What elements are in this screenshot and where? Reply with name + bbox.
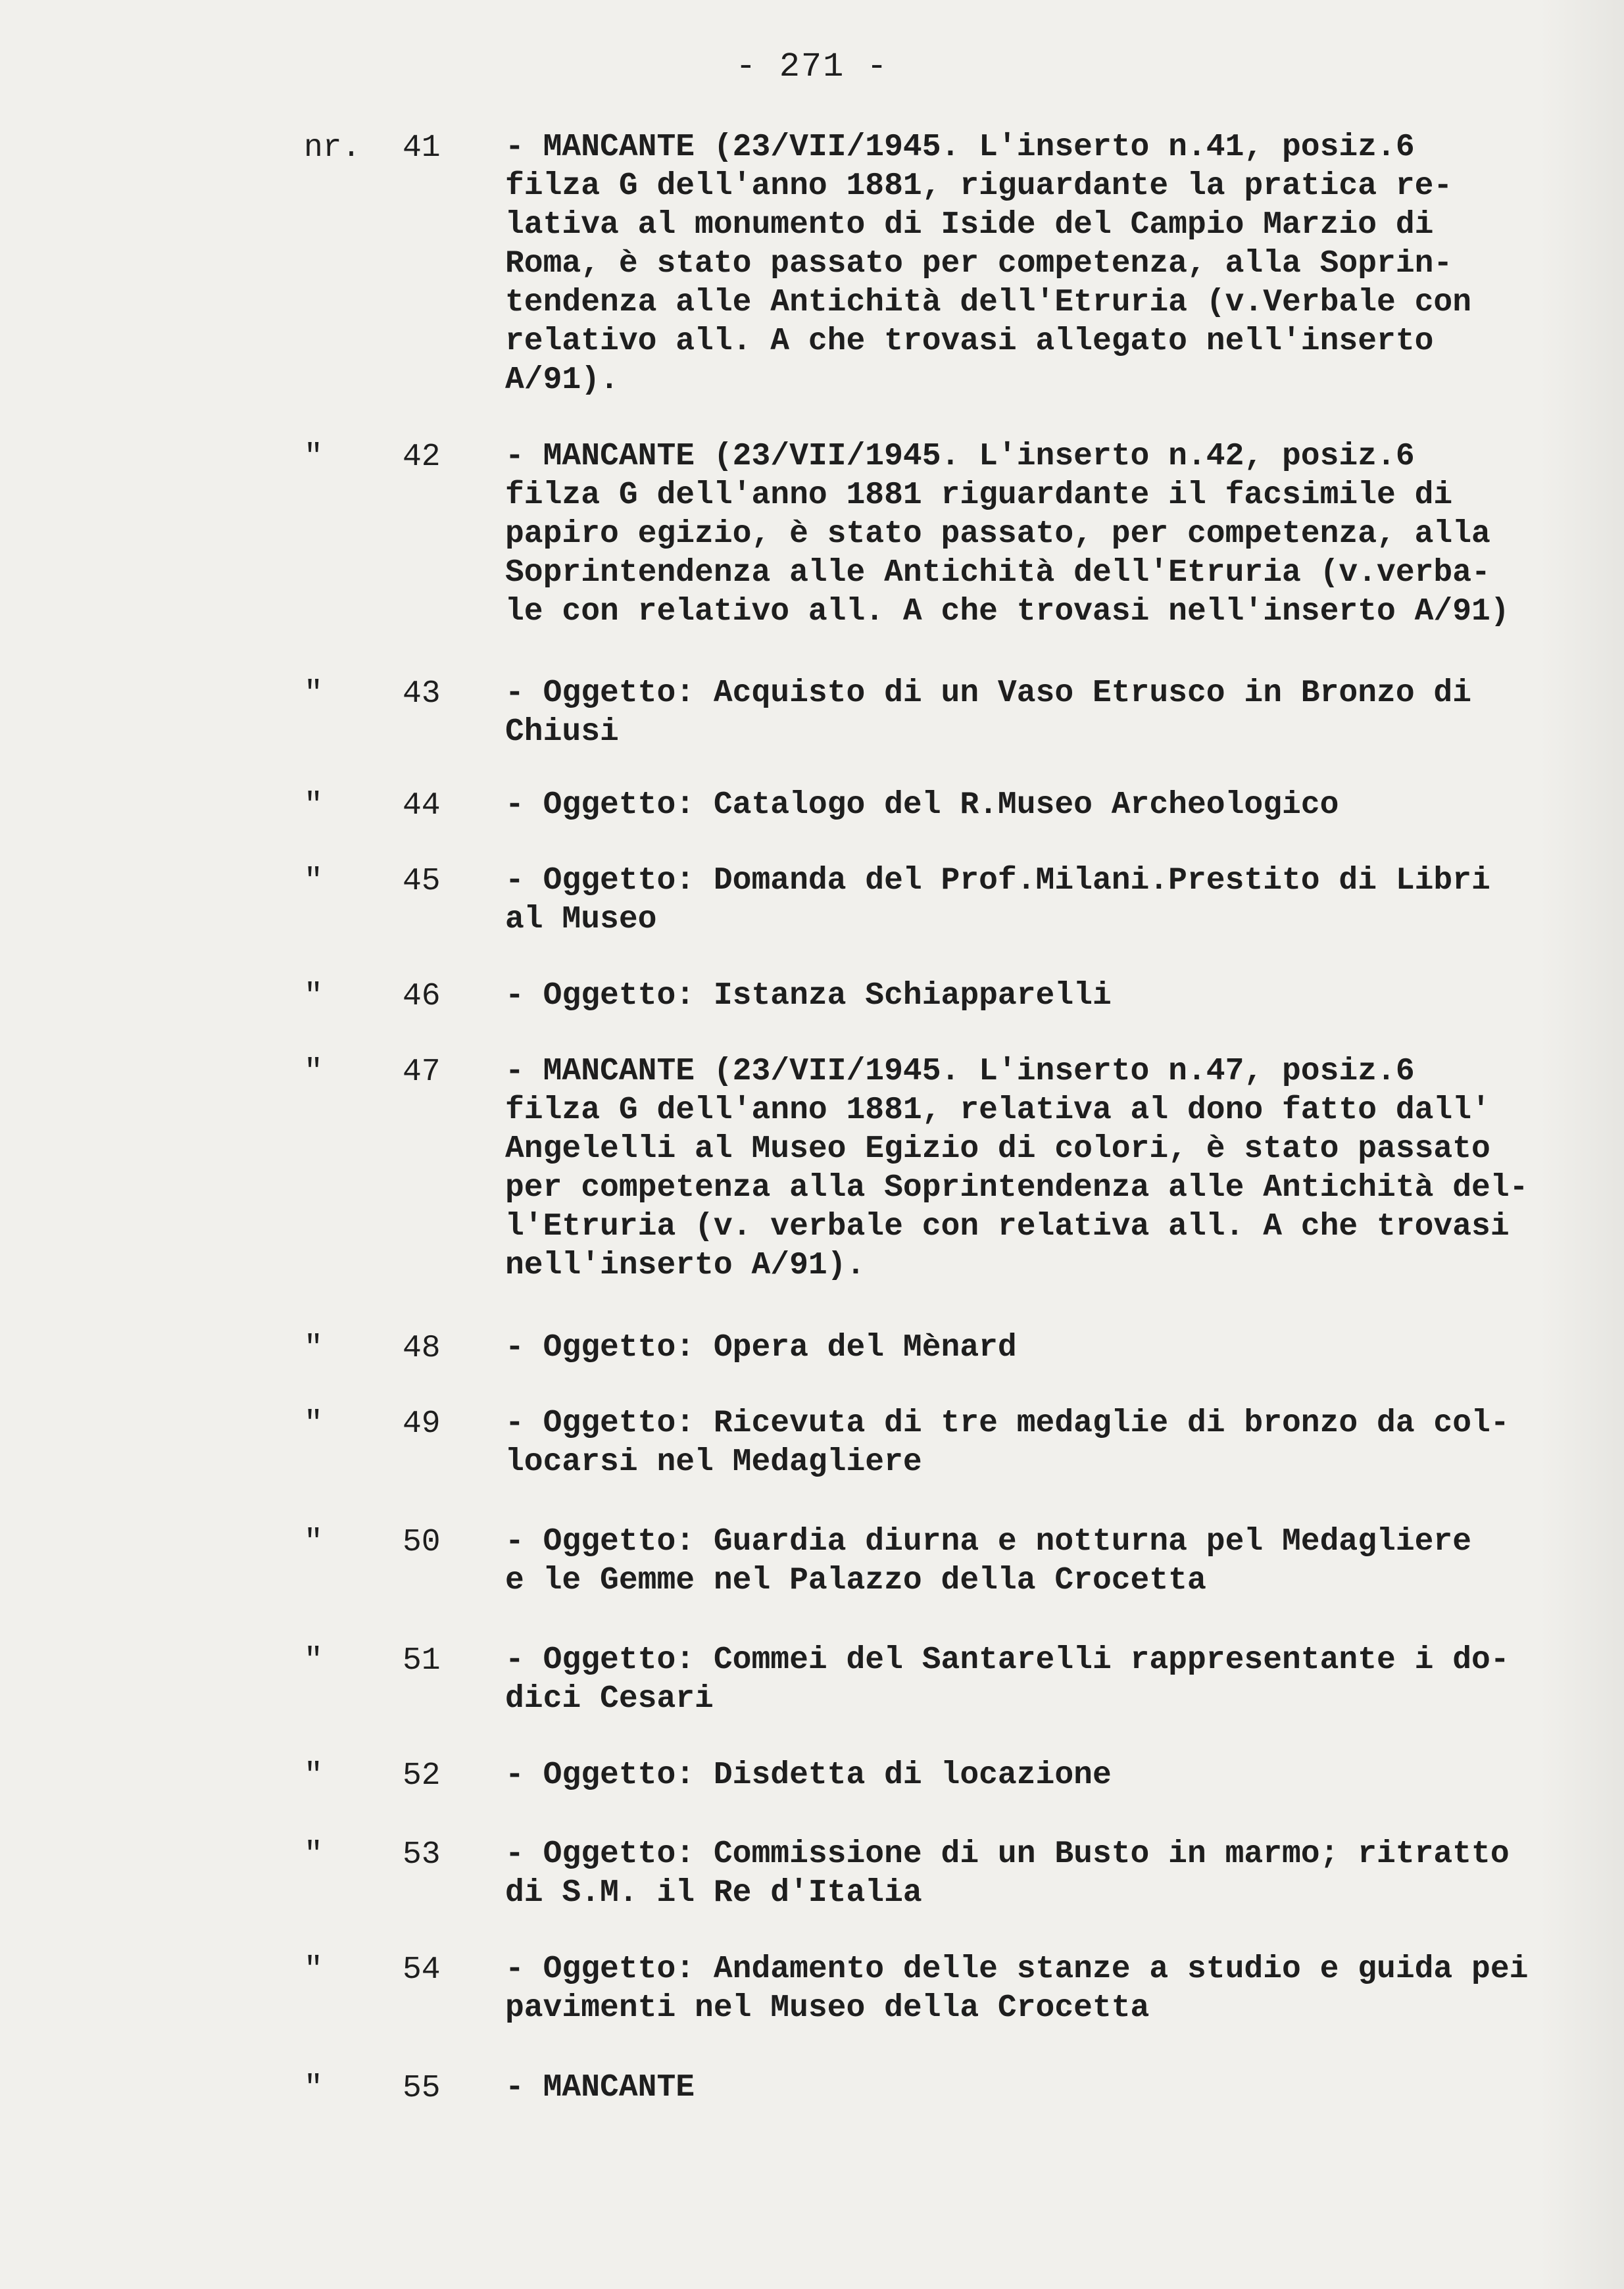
entry-prefix: ": [304, 1837, 323, 1873]
entry-text: - Oggetto: Andamento delle stanze a studio e guida pei pavimenti nel Museo della Crocetta: [505, 1952, 1529, 2026]
entry-text: - Oggetto: Acquisto di un Vaso Etrusco in Bronzo di Chiusi: [505, 676, 1472, 750]
entry-prefix: ": [304, 1525, 323, 1560]
entry-prefix: ": [304, 864, 323, 899]
entry-prefix: ": [304, 1054, 323, 1090]
entry-prefix: nr.: [304, 130, 361, 166]
entry-number: 49: [403, 1406, 441, 1442]
entry-number: 51: [403, 1643, 441, 1679]
entry-text: - Oggetto: Domanda del Prof.Milani.Prestito di Libri al Museo: [505, 863, 1490, 937]
entry-prefix: ": [304, 1758, 323, 1794]
entry-prefix: ": [304, 979, 323, 1014]
entry-text: - Oggetto: Opera del Mènard: [505, 1330, 1017, 1366]
entry-number: 44: [403, 788, 441, 824]
entry-number: 41: [403, 130, 441, 166]
entry-number: 52: [403, 1758, 441, 1794]
entry-number: 47: [403, 1054, 441, 1090]
entry-number: 48: [403, 1331, 441, 1366]
entry-text: - MANCANTE (23/VII/1945. L'inserto n.47, posiz.6 filza G dell'anno 1881, relativa al dono fatto dall' Angelelli al Museo Egizio di colori, è stato passato per competenza alla Soprintendenza alle Antichità del- l'Etruria (v. verbale con relativa all. A che trovasi nell'inserto A/91).: [505, 1054, 1529, 1283]
entry-prefix: ": [304, 788, 323, 824]
entry-prefix: ": [304, 439, 323, 475]
entry-text: - Oggetto: Catalogo del R.Museo Archeologico: [505, 787, 1339, 823]
entry-prefix: ": [304, 676, 323, 712]
entry-text: - Oggetto: Commei del Santarelli rappresentante i do- dici Cesari: [505, 1642, 1510, 1717]
entry-number: 42: [403, 439, 441, 475]
entry-text: - Oggetto: Commissione di un Busto in marmo; ritratto di S.M. il Re d'Italia: [505, 1836, 1510, 1911]
entry-number: 54: [403, 1952, 441, 1988]
entry-text: - MANCANTE (23/VII/1945. L'inserto n.41, posiz.6 filza G dell'anno 1881, riguardante la pratica re- lativa al monumento di Iside del Campio Marzio di Roma, è stato passato per competenza, alla Soprin- tendenza alle Antichità dell'Etruria (v.Verbale con relativo all. A che trovasi allegato nell'inserto A/91).: [505, 130, 1472, 398]
entry-text: - Oggetto: Istanza Schiapparelli: [505, 978, 1112, 1014]
entry-number: 46: [403, 979, 441, 1014]
page-number: - 271 -: [735, 47, 889, 86]
entry-text: - MANCANTE (23/VII/1945. L'inserto n.42, posiz.6 filza G dell'anno 1881 riguardante il facsimile di papiro egizio, è stato passato, per competenza, alla Soprintendenza alle Antichità dell'Etruria (v.verba- le con relativo all. A che trovasi nell'inserto A/91): [505, 439, 1510, 629]
entry-text: - Oggetto: Guardia diurna e notturna pel Medagliere e le Gemme nel Palazzo della Crocetta: [505, 1524, 1472, 1598]
entry-text: - Oggetto: Ricevuta di tre medaglie di bronzo da col- locarsi nel Medagliere: [505, 1406, 1510, 1480]
entry-number: 45: [403, 864, 441, 899]
entry-number: 53: [403, 1837, 441, 1873]
entry-number: 55: [403, 2071, 441, 2106]
entry-text: - MANCANTE: [505, 2070, 695, 2105]
entry-prefix: ": [304, 1406, 323, 1442]
entry-prefix: ": [304, 1643, 323, 1679]
entry-prefix: ": [304, 1331, 323, 1366]
entry-prefix: ": [304, 2071, 323, 2106]
entry-prefix: ": [304, 1952, 323, 1988]
entry-number: 43: [403, 676, 441, 712]
entry-text: - Oggetto: Disdetta di locazione: [505, 1758, 1112, 1793]
entry-number: 50: [403, 1525, 441, 1560]
